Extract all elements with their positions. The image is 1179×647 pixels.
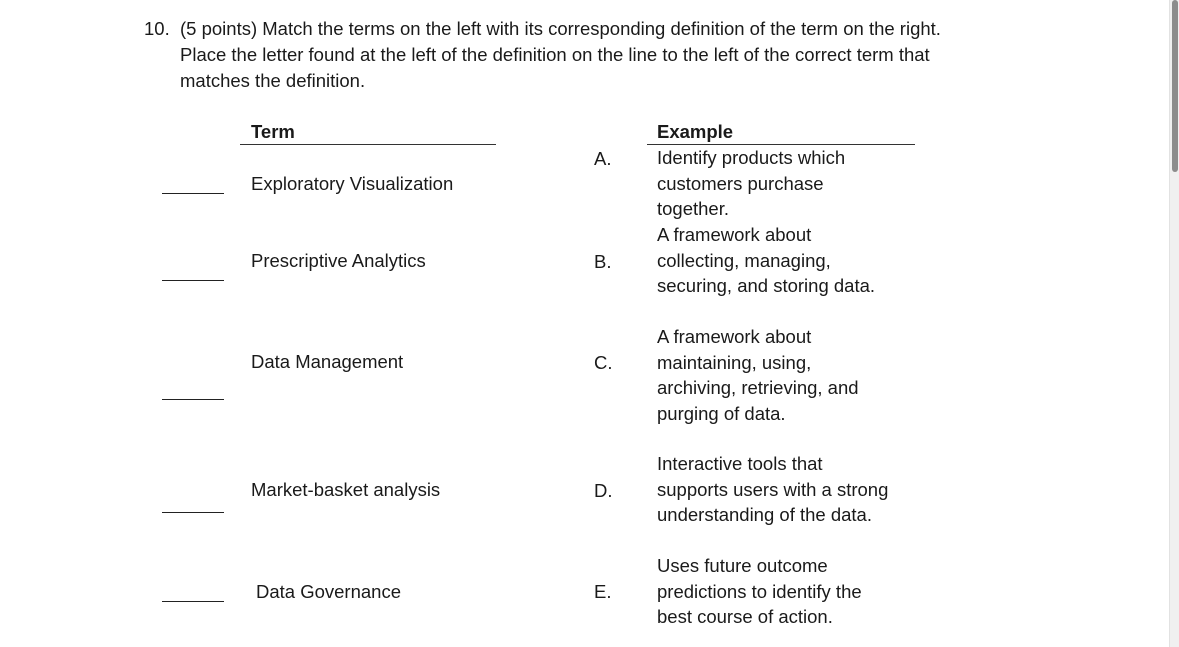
scrollbar-thumb[interactable] xyxy=(1172,0,1178,172)
definition-a-line: customers purchase xyxy=(657,172,824,194)
question-text-line-1: (5 points) Match the terms on the left with its corresponding definition of the term on the right. xyxy=(180,18,941,39)
term-header-rule xyxy=(240,144,496,145)
answer-blank-2[interactable] xyxy=(162,280,224,281)
definition-c-line: maintaining, using, xyxy=(657,351,812,373)
definition-a-line: Identify products which xyxy=(657,147,846,168)
definition-c-line: purging of data. xyxy=(657,402,786,424)
question-text-line-2: Place the letter found at the left of the definition on the line to the left of the correct term that xyxy=(180,44,930,65)
definition-d xyxy=(657,451,917,528)
term-1: Exploratory Visualization xyxy=(251,173,454,194)
definition-c-line: archiving, retrieving, and xyxy=(657,377,859,398)
term-3: Data Management xyxy=(251,351,404,372)
example-column-header: Example xyxy=(657,121,734,142)
term-4: Market-basket analysis xyxy=(251,479,441,500)
term-column-header: Term xyxy=(251,121,295,142)
definition-d-line: Interactive tools that xyxy=(657,453,823,474)
term-2: Prescriptive Analytics xyxy=(251,250,426,271)
definition-d-line: understanding of the data. xyxy=(657,504,872,525)
definition-e-line: Uses future outcome xyxy=(657,555,828,576)
definition-b-line: collecting, managing, xyxy=(657,249,831,271)
definition-letter-b: B. xyxy=(594,251,612,272)
definition-b-line: securing, and storing data. xyxy=(657,275,876,296)
definition-letter-d: D. xyxy=(594,480,613,501)
answer-blank-3[interactable] xyxy=(162,399,224,400)
vertical-scrollbar[interactable] xyxy=(1169,0,1179,647)
question-text-line-3: matches the definition. xyxy=(180,70,366,91)
answer-blank-4[interactable] xyxy=(162,512,224,513)
definition-a-line: together. xyxy=(657,198,730,219)
definition-e-line: predictions to identify the xyxy=(657,580,862,602)
definition-letter-e: E. xyxy=(594,581,612,602)
definition-letter-a: A. xyxy=(594,148,612,169)
definition-e xyxy=(657,553,917,630)
definition-d-line: supports users with a strong xyxy=(657,478,889,500)
question-number: 10. xyxy=(144,18,170,39)
definition-letter-c: C. xyxy=(594,352,613,373)
answer-blank-5[interactable] xyxy=(162,601,224,602)
definition-c-line: A framework about xyxy=(657,326,812,347)
definition-a xyxy=(657,145,917,222)
term-5: Data Governance xyxy=(256,581,402,602)
definition-c xyxy=(657,324,917,426)
definition-e-line: best course of action. xyxy=(657,606,833,627)
definition-b xyxy=(657,222,917,299)
answer-blank-1[interactable] xyxy=(162,193,224,194)
definition-b-line: A framework about xyxy=(657,224,812,245)
